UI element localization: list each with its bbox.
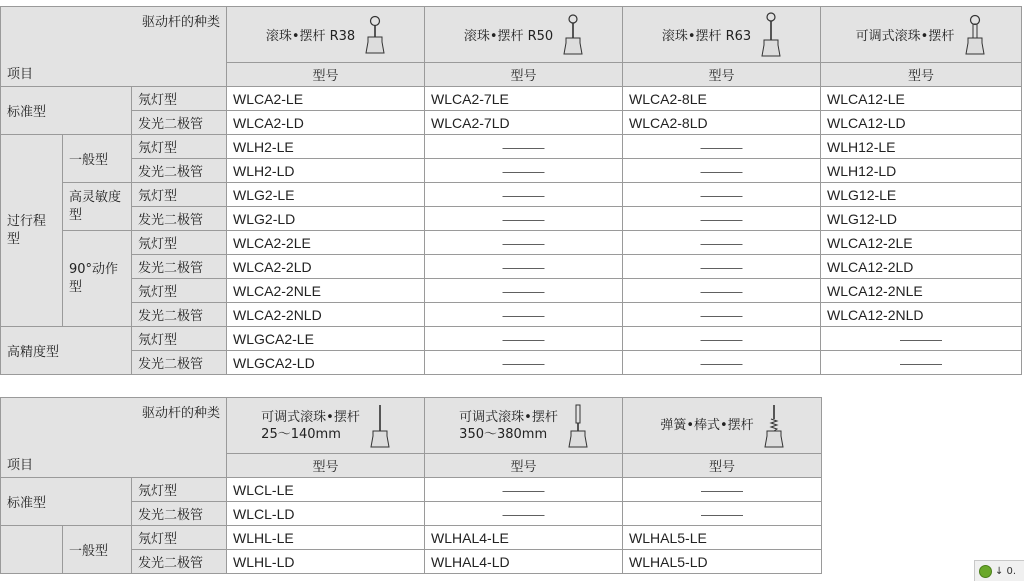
- table-cell: WLGCA2-LD: [227, 351, 425, 375]
- table-cell: ———: [425, 478, 623, 502]
- adjustable-roller-lever-icon: [964, 14, 986, 56]
- adjustable-rod-lever-icon: [370, 403, 390, 449]
- group-overtravel: 过行程型: [1, 135, 63, 327]
- group-standard: 标准型: [1, 478, 132, 526]
- roller-lever-icon: [563, 14, 583, 56]
- table-cell: WLCA12-2NLE: [821, 279, 1022, 303]
- download-status-widget[interactable]: [974, 560, 1024, 581]
- indicator-neon: 氖灯型: [132, 87, 227, 111]
- table-cell: WLCA2-2LE: [227, 231, 425, 255]
- table-cell: WLH12-LD: [821, 159, 1022, 183]
- table-cell: ———: [623, 351, 821, 375]
- table-cell: ———: [425, 351, 623, 375]
- roller-lever-icon: [365, 15, 385, 55]
- table-cell: WLGCA2-LE: [227, 327, 425, 351]
- item-label: 项目: [7, 458, 34, 473]
- table-cell: ———: [425, 279, 623, 303]
- group-high-precision: 高精度型: [1, 327, 132, 375]
- table-cell: ———: [623, 478, 822, 502]
- table-cell: WLG12-LE: [821, 183, 1022, 207]
- column-title: 滚珠•摆杆 R38: [265, 29, 356, 44]
- table-corner-header: [1, 398, 227, 478]
- indicator-neon: 氖灯型: [132, 327, 227, 351]
- table-cell: ———: [425, 207, 623, 231]
- group-overtravel-partial: [1, 526, 63, 574]
- subgroup-90-degree: 90°动作型: [63, 231, 132, 327]
- actuator-type-label: 驱动杆的种类: [142, 406, 221, 421]
- table-cell: ———: [425, 502, 623, 526]
- model-label: 型号: [227, 454, 425, 478]
- indicator-neon: 氖灯型: [132, 526, 227, 550]
- table-cell: WLHAL5-LE: [623, 526, 822, 550]
- table-cell: ———: [425, 327, 623, 351]
- model-label: 型号: [623, 63, 821, 87]
- table-cell: WLH2-LD: [227, 159, 425, 183]
- indicator-led: 发光二极管: [132, 111, 227, 135]
- table-cell: ———: [623, 279, 821, 303]
- model-table-2: [0, 397, 822, 574]
- table-cell: ———: [623, 183, 821, 207]
- column-header-adjustable: [821, 7, 1022, 63]
- adjustable-rod-lever-icon: [568, 403, 588, 449]
- table-cell: WLCA2-LE: [227, 87, 425, 111]
- table-cell: ———: [425, 303, 623, 327]
- spring-rod-lever-icon: [764, 403, 784, 449]
- table-cell: WLH12-LE: [821, 135, 1022, 159]
- column-title: 可调式滚珠•摆杆: [855, 29, 955, 44]
- download-status-text: ↓ 0.: [995, 565, 1017, 577]
- model-label: 型号: [821, 63, 1022, 87]
- actuator-type-label: 驱动杆的种类: [142, 15, 221, 30]
- column-header-adjustable-rod-short: [227, 398, 425, 454]
- table-cell: WLCA2-2LD: [227, 255, 425, 279]
- indicator-led: 发光二极管: [132, 159, 227, 183]
- table-cell: WLCA12-LE: [821, 87, 1022, 111]
- table-cell: ———: [623, 255, 821, 279]
- column-header-adjustable-rod-long: [425, 398, 623, 454]
- table-cell: ———: [623, 303, 821, 327]
- roller-lever-icon: [761, 12, 781, 58]
- globe-icon: [979, 565, 992, 578]
- column-header-r50: [425, 7, 623, 63]
- column-subtitle: 350～380mm: [459, 426, 548, 442]
- subgroup-general: 一般型: [63, 526, 132, 574]
- table-cell: ———: [623, 135, 821, 159]
- table-cell: ———: [623, 502, 822, 526]
- table-cell: ———: [425, 135, 623, 159]
- indicator-led: 发光二极管: [132, 255, 227, 279]
- model-table-1: [0, 6, 1022, 375]
- table-cell: ———: [623, 327, 821, 351]
- indicator-neon: 氖灯型: [132, 183, 227, 207]
- group-standard: 标准型: [1, 87, 132, 135]
- table-cell: WLCL-LE: [227, 478, 425, 502]
- indicator-led: 发光二极管: [132, 303, 227, 327]
- table-cell: WLCA2-7LD: [425, 111, 623, 135]
- indicator-led: 发光二极管: [132, 351, 227, 375]
- table-corner-header: [1, 7, 227, 87]
- indicator-neon: 氖灯型: [132, 478, 227, 502]
- subgroup-general: 一般型: [63, 135, 132, 183]
- table-cell: WLCL-LD: [227, 502, 425, 526]
- table-cell: ———: [425, 231, 623, 255]
- table-cell: WLHAL4-LD: [425, 550, 623, 574]
- indicator-neon: 氖灯型: [132, 135, 227, 159]
- table-cell: WLCA12-2LD: [821, 255, 1022, 279]
- table-cell: WLCA2-8LD: [623, 111, 821, 135]
- column-title: 可调式滚珠•摆杆: [261, 409, 360, 425]
- model-label: 型号: [227, 63, 425, 87]
- table-cell: ———: [821, 351, 1022, 375]
- table-cell: WLCA12-LD: [821, 111, 1022, 135]
- table-cell: WLCA2-LD: [227, 111, 425, 135]
- indicator-led: 发光二极管: [132, 550, 227, 574]
- model-label: 型号: [623, 454, 822, 478]
- table-cell: ———: [623, 159, 821, 183]
- table-cell: WLCA2-2NLD: [227, 303, 425, 327]
- column-title: 弹簧•棒式•摆杆: [660, 418, 754, 433]
- table-cell: WLCA2-7LE: [425, 87, 623, 111]
- table-cell: WLHL-LE: [227, 526, 425, 550]
- model-label: 型号: [425, 63, 623, 87]
- model-label: 型号: [425, 454, 623, 478]
- indicator-led: 发光二极管: [132, 502, 227, 526]
- column-title: 滚珠•摆杆 R50: [463, 29, 554, 44]
- item-label: 项目: [7, 67, 34, 82]
- table-cell: WLCA12-2LE: [821, 231, 1022, 255]
- column-header-r63: [623, 7, 821, 63]
- indicator-neon: 氖灯型: [132, 279, 227, 303]
- table-cell: WLCA2-8LE: [623, 87, 821, 111]
- column-subtitle: 25～140mm: [261, 426, 341, 442]
- table-cell: ———: [425, 255, 623, 279]
- column-header-r38: [227, 7, 425, 63]
- indicator-led: 发光二极管: [132, 207, 227, 231]
- table-cell: WLG12-LD: [821, 207, 1022, 231]
- table-cell: WLHAL5-LD: [623, 550, 822, 574]
- table-cell: ———: [623, 207, 821, 231]
- table-cell: WLHAL4-LE: [425, 526, 623, 550]
- table-cell: ———: [821, 327, 1022, 351]
- table-cell: WLHL-LD: [227, 550, 425, 574]
- table-cell: WLG2-LD: [227, 207, 425, 231]
- table-cell: ———: [425, 183, 623, 207]
- table-cell: ———: [425, 159, 623, 183]
- table-cell: WLCA12-2NLD: [821, 303, 1022, 327]
- subgroup-high-sensitivity: 高灵敏度型: [63, 183, 132, 231]
- column-title: 滚珠•摆杆 R63: [661, 29, 752, 44]
- column-header-spring-rod: [623, 398, 822, 454]
- indicator-neon: 氖灯型: [132, 231, 227, 255]
- table-cell: ———: [623, 231, 821, 255]
- column-title: 可调式滚珠•摆杆: [459, 409, 558, 425]
- table-cell: WLH2-LE: [227, 135, 425, 159]
- table-cell: WLG2-LE: [227, 183, 425, 207]
- table-cell: WLCA2-2NLE: [227, 279, 425, 303]
